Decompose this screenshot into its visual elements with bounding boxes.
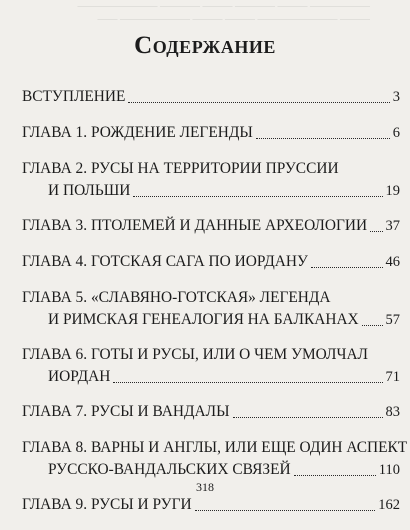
toc-entry-chapter-5[interactable]: [22, 287, 400, 331]
toc-entry-chapter-7[interactable]: [22, 401, 400, 423]
toc-entry-title: ГЛАВА 2. РУСЫ НА ТЕРРИТОРИИ ПРУССИИ: [22, 160, 339, 177]
toc-entry-title: ВСТУПЛЕНИЕ: [22, 88, 126, 105]
page-folio-number: 318: [196, 481, 214, 491]
dot-leader: [256, 138, 390, 139]
toc-entry-title: ГЛАВА 3. ПТОЛЕМЕЙ И ДАННЫЕ АРХЕОЛОГИИ: [22, 217, 368, 234]
toc-entry-title: ГЛАВА 4. ГОТСКАЯ САГА ПО ИОРДАНУ: [22, 253, 308, 270]
toc-entry-title-continued: РУССКО-ВАНДАЛЬСКИХ СВЯЗЕЙ: [48, 461, 291, 478]
toc-page-number: 71: [385, 369, 400, 385]
toc-page-number: 37: [385, 218, 400, 234]
toc-entry-chapter-1[interactable]: [22, 122, 400, 144]
toc-page-number: 19: [385, 183, 400, 199]
toc-page-number: 6: [392, 125, 400, 141]
toc-page-number: 57: [385, 312, 400, 328]
toc-entry-chapter-2[interactable]: [22, 158, 400, 202]
toc-entry-title: ГЛАВА 6. ГОТЫ И РУСЫ, ИЛИ О ЧЕМ УМОЛЧАЛ: [22, 346, 368, 363]
dot-leader: [294, 475, 376, 476]
toc-page-number: 162: [378, 497, 400, 513]
toc-entry-title-continued: И ПОЛЬШИ: [48, 182, 131, 199]
toc-page-number: 3: [392, 89, 400, 105]
show-through-text: —————— ——— ———— ——— ———— ———————— ——— ———————— ——— ——— ——————— ——: [77, 1, 370, 25]
toc-entry-chapter-6[interactable]: [22, 344, 400, 388]
dot-leader: [362, 325, 383, 326]
dot-leader: [128, 102, 389, 103]
dot-leader: [311, 267, 383, 268]
toc-entry-introduction[interactable]: [22, 86, 400, 108]
toc-entry-chapter-4[interactable]: [22, 251, 400, 273]
toc-entry-title-continued: И РИМСКАЯ ГЕНЕАЛОГИЯ НА БАЛКАНАХ: [48, 311, 359, 328]
toc-entry-chapter-3[interactable]: [22, 215, 400, 237]
toc-entry-title: ГЛАВА 1. РОЖДЕНИЕ ЛЕГЕНДЫ: [22, 124, 253, 141]
toc-entry-title-continued: ИОРДАН: [48, 368, 111, 385]
dot-leader: [113, 382, 382, 383]
toc-entry-title: ГЛАВА 9. РУСЫ И РУГИ: [22, 496, 192, 513]
dot-leader: [370, 231, 382, 232]
toc-entry-chapter-9[interactable]: [22, 494, 400, 516]
toc-page-number: 46: [385, 254, 400, 270]
dot-leader: [133, 196, 382, 197]
toc-page-number: 83: [385, 404, 400, 420]
toc-entry-title: ГЛАВА 7. РУСЫ И ВАНДАЛЫ: [22, 403, 230, 420]
toc-entry-chapter-8[interactable]: [22, 437, 408, 481]
toc-entry-title: ГЛАВА 8. ВАРНЫ И АНГЛЫ, ИЛИ ЕЩЕ ОДИН АСПЕКТ: [22, 439, 408, 456]
page-title: Содержание: [134, 32, 276, 59]
dot-leader: [195, 510, 376, 511]
toc-entry-title: ГЛАВА 5. «СЛАВЯНО-ГОТСКАЯ» ЛЕГЕНДА: [22, 289, 331, 306]
toc-page-number: 110: [378, 462, 400, 478]
dot-leader: [233, 417, 383, 418]
table-of-contents: [22, 86, 408, 530]
